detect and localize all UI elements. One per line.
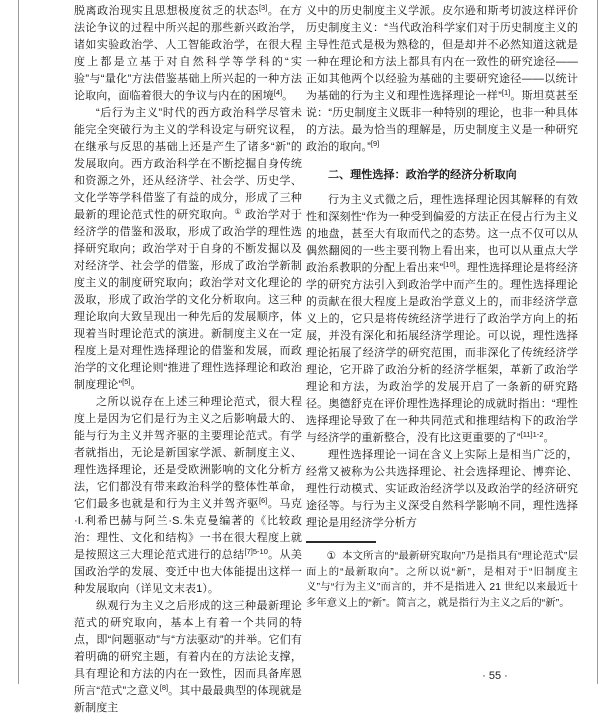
- citation-superscript: [7]5-10: [244, 547, 268, 556]
- citation-superscript: [11]1-2: [520, 430, 544, 439]
- citation-superscript: [5]: [122, 377, 131, 386]
- right-column: [306, 3, 578, 611]
- left-column: [74, 3, 302, 717]
- paragraph: 纵观行为主义之后形成的这三种最新理论范式的研究取向，基本上有着一个共同的特点，即“问题驱动”与“方法驱动”的并举。它们有着明确的研究主题，有着内在的方法论支撑，具有理论和方法的内在一致性，因而具备库恩所言“范式”之意义[8]。其中最最典型的体现就是新制度主: [74, 600, 302, 714]
- paragraph: 理性选择理论一词在含义上实际上是相当广泛的，经常又被称为公共选择理论、社会选择理论、博弈论、理性行动模式、实证政治经济学以及政治学的经济研究途径等。与行为主义深受自然科学影响不同，理性选择理论是用经济学分析方: [306, 449, 578, 529]
- page-edge-left: [18, 0, 19, 684]
- citation-superscript: [10]: [443, 260, 456, 269]
- section-heading: 二、理性选择：政治学的经济分析取向: [328, 169, 517, 181]
- footnote-marker: ①: [326, 551, 337, 562]
- footnote-separator: [306, 541, 376, 543]
- citation-superscript: [4]: [273, 88, 283, 97]
- paragraph: 行为主义式微之后，理性选择理论因其解释的有效性和深刻性“作为一种受到偏爱的方法正在侵占行为主义的地盘，甚至大有取而代之的态势。这一点不仅可以从偶然翻阅的一些主要刊物上看出来，也可以从重点大学政治系教职的分配上看出来”[10]。理性选择理论是将经济学的研究方法引入到政治学中而产生的。理性选择理论的贡献在很大程度上是政治学意义上的，而非经济学意义上的，它只是将传统经济学进行了政治学方向上的拓展，并没有深化和拓展经济学理论。可以说，理性选择理论拓展了经济学的研究范围，而非深化了传统经济学理论，它开辟了政治分析的经济学框架，革新了政治学理论和方法，为政治学的发展开启了一条新的研究路径。奥德舒克在评价理性选择理论的成就时指出：“理性选择理论导致了在一种共同范式和推理结构下的政治学与经济学的重新整合，没有比这更重要的了”$^{[11]1-2}$。: [306, 194, 578, 444]
- paragraph: 义中的历史制度主义学派。皮尔逊和斯考切波这样评价历史制度主义：“当代政治科学家们对于历史制度主义的主导性范式是极为熟稔的，但是却并不必然知道这就是一种在理论和方法上都具有内在一致性的研究途径——正如其他两个以经验为基础的主要研究途径——以统计为基础的行为主义和理性选择理论一样”[1]。斯坦莫甚至说：“历史制度主义既非一种特别的理论，也非一种具体的方法。最为恰当的理解是，历史制度主义是一种研究政治的取向。”[9]: [306, 5, 578, 153]
- citation-superscript: [6]: [258, 496, 268, 505]
- footnote-text: 本文所言的“最新研究取向”乃是指具有“理论范式”层面上的“最新取向”。之所以说“新”，是相对于“旧制度主义”与“行为主义”而言的，并不是指进入 21 世纪以来最近十多年意义上的“新”。简言之，就是指行为主义之后的“新”。: [306, 551, 578, 609]
- page-edge-right: [597, 0, 598, 684]
- footnote: [306, 549, 578, 611]
- citation-superscript: ①: [234, 207, 242, 216]
- page-number: · 55 ·: [482, 670, 508, 682]
- paragraph: 之所以说存在上述三种理论范式，很大程度上是因为它们是行为主义之后影响最大的、能与行为主义并驾齐驱的主要理论范式。有学者就指出，无论是新国家学派、新制度主义、理性选择理论，还是受欧洲影响的文化分析方法，它们都没有带来政治科学的整体性革命，它们最多也就是和行为主义并驾齐驱[6]。马克·I.利希巴赫与阿兰·S.朱克曼编著的《比较政治：理性、文化和结构》一书在很大程度上就是按照这三大理论范式进行的总结$^{[7]5-10}$。从美国政治学的发展、变迁中也大体能提出这样一种发展取向（详见文末表1）。: [74, 396, 302, 595]
- paragraph: 脱离政治现实且思想极度贫乏的状态[3]。在方法论争议的过程中所兴起的那些新兴政治学，诸如实验政治学、人工智能政治学，在很大程度上都是立基于对自然科学等学科的“实验”与“量化”方法借鉴基础上所兴起的一种方法论取向，面临着很大的争议与内在的困境[4]。: [74, 3, 302, 102]
- citation-superscript: [1]: [501, 88, 511, 97]
- citation-superscript: [8]: [159, 683, 169, 692]
- citation-superscript: [9]: [370, 139, 380, 148]
- right-column-text: [306, 3, 578, 532]
- citation-superscript: [3]: [258, 3, 268, 12]
- paragraph: “后行为主义”时代的西方政治科学尽管未能完全突破行为主义的学科设定与研究议程，在继承与反思的基础上还是产生了诸多“新”的发展取向。西方政治科学在不断挖掘自身传统和资源之外，还从经济学、社会学、历史学、文化学等学科借鉴了有益的成分，形成了三种最新的理论范式性的研究取向。① 政治学对于经济学的借鉴和汲取，形成了政治学的理性选择研究取向；政治学对于自身的不断发掘以及对经济学、社会学的借鉴，形成了政治学新制度主义的制度研究取向；政治学对文化理论的汲取，形成了政治学的文化分析取向。这三种理论取向大致呈现出一种先后的发展顺序，体现着当时理论范式的演进。新制度主义在一定程度上是对理性选择理论的借鉴和发展，而政治学的文化理论则“推进了理性选择理论和政治制度理论”[5]。: [74, 107, 303, 391]
